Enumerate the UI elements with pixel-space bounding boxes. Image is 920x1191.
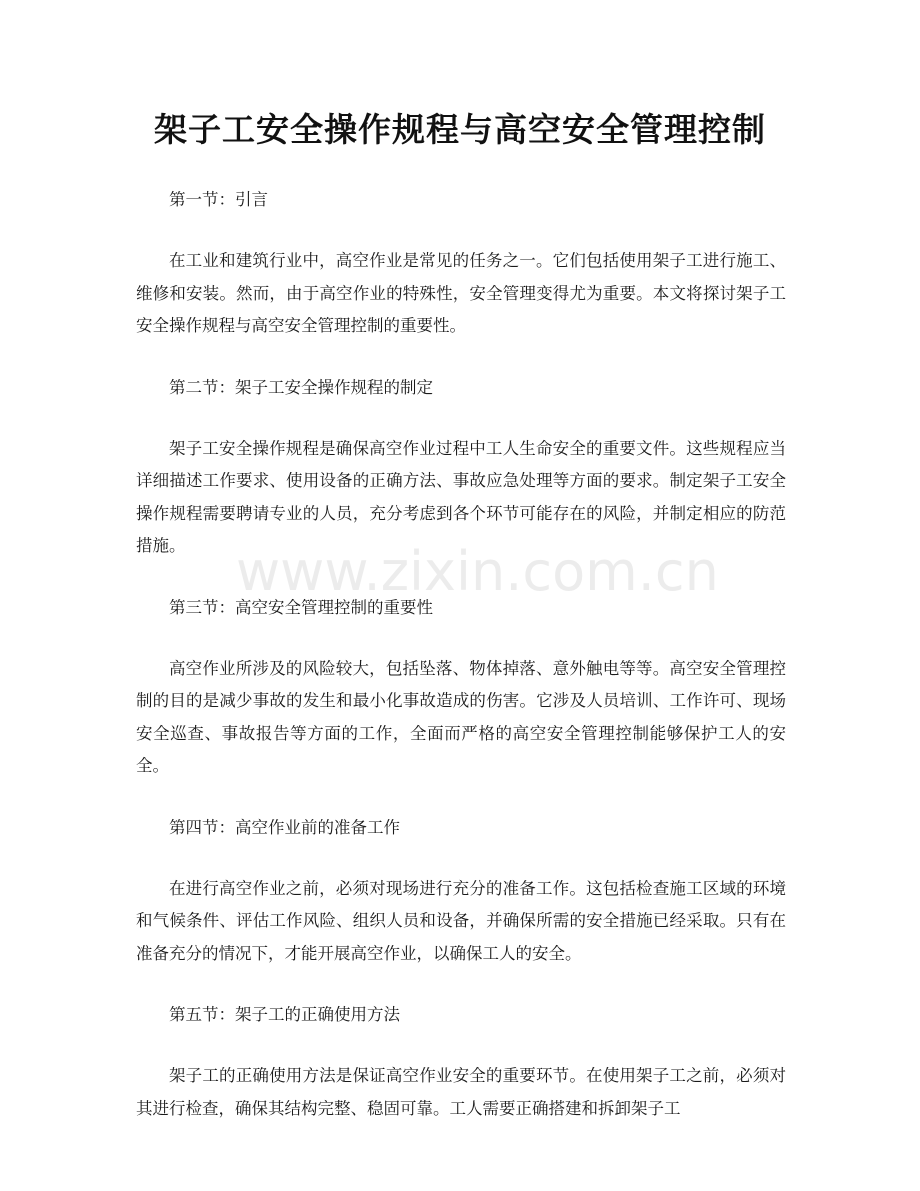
section-heading-4: 第四节：高空作业前的准备工作 [169, 817, 400, 837]
watermark: www.zixin.com.cn [236, 540, 719, 603]
section-paragraph-2: 架子工安全操作规程是确保高空作业过程中工人生命安全的重要文件。这些规程应当详细描述工作要求、使用设备的正确方法、事故应急处理等方面的要求。制定架子工安全操作规程需要聘请专业的人员，充分考虑到各个环节可能存在的风险，并制定相应的防范措施。 [136, 438, 786, 555]
section-heading-1: 第一节：引言 [169, 190, 268, 209]
section-heading-3: 第三节：高空安全管理控制的重要性 [169, 597, 433, 617]
page-title: 架子工安全操作规程与高空安全管理控制 [154, 110, 766, 149]
section-paragraph-1: 在工业和建筑行业中，高空作业是常见的任务之一。它们包括使用架子工进行施工、维修和安装。然而，由于高空作业的特殊性，安全管理变得尤为重要。本文将探讨架子工安全操作规程与高空安全管理控制的重要性。 [136, 251, 786, 335]
section-paragraph-3: 高空作业所涉及的风险较大，包括坠落、物体掉落、意外触电等等。高空安全管理控制的目的是减少事故的发生和最小化事故造成的伤害。它涉及人员培训、工作许可、现场安全巡查、事故报告等方面的工作，全面而严格的高空安全管理控制能够保护工人的安全。 [136, 658, 786, 775]
section-paragraph-5: 架子工的正确使用方法是保证高空作业安全的重要环节。在使用架子工之前，必须对其进行检查，确保其结构完整、稳固可靠。工人需要正确搭建和拆卸架子工 [136, 1066, 786, 1118]
section-heading-5: 第五节：架子工的正确使用方法 [169, 1005, 400, 1024]
section-heading-2: 第二节：架子工安全操作规程的制定 [169, 377, 433, 397]
section-paragraph-4: 在进行高空作业之前，必须对现场进行充分的准备工作。这包括检查施工区域的环境和气候条件、评估工作风险、组织人员和设备，并确保所需的安全措施已经采取。只有在准备充分的情况下，才能开展高空作业，以确保工人的安全。 [136, 878, 786, 963]
document-body [136, 184, 786, 1154]
